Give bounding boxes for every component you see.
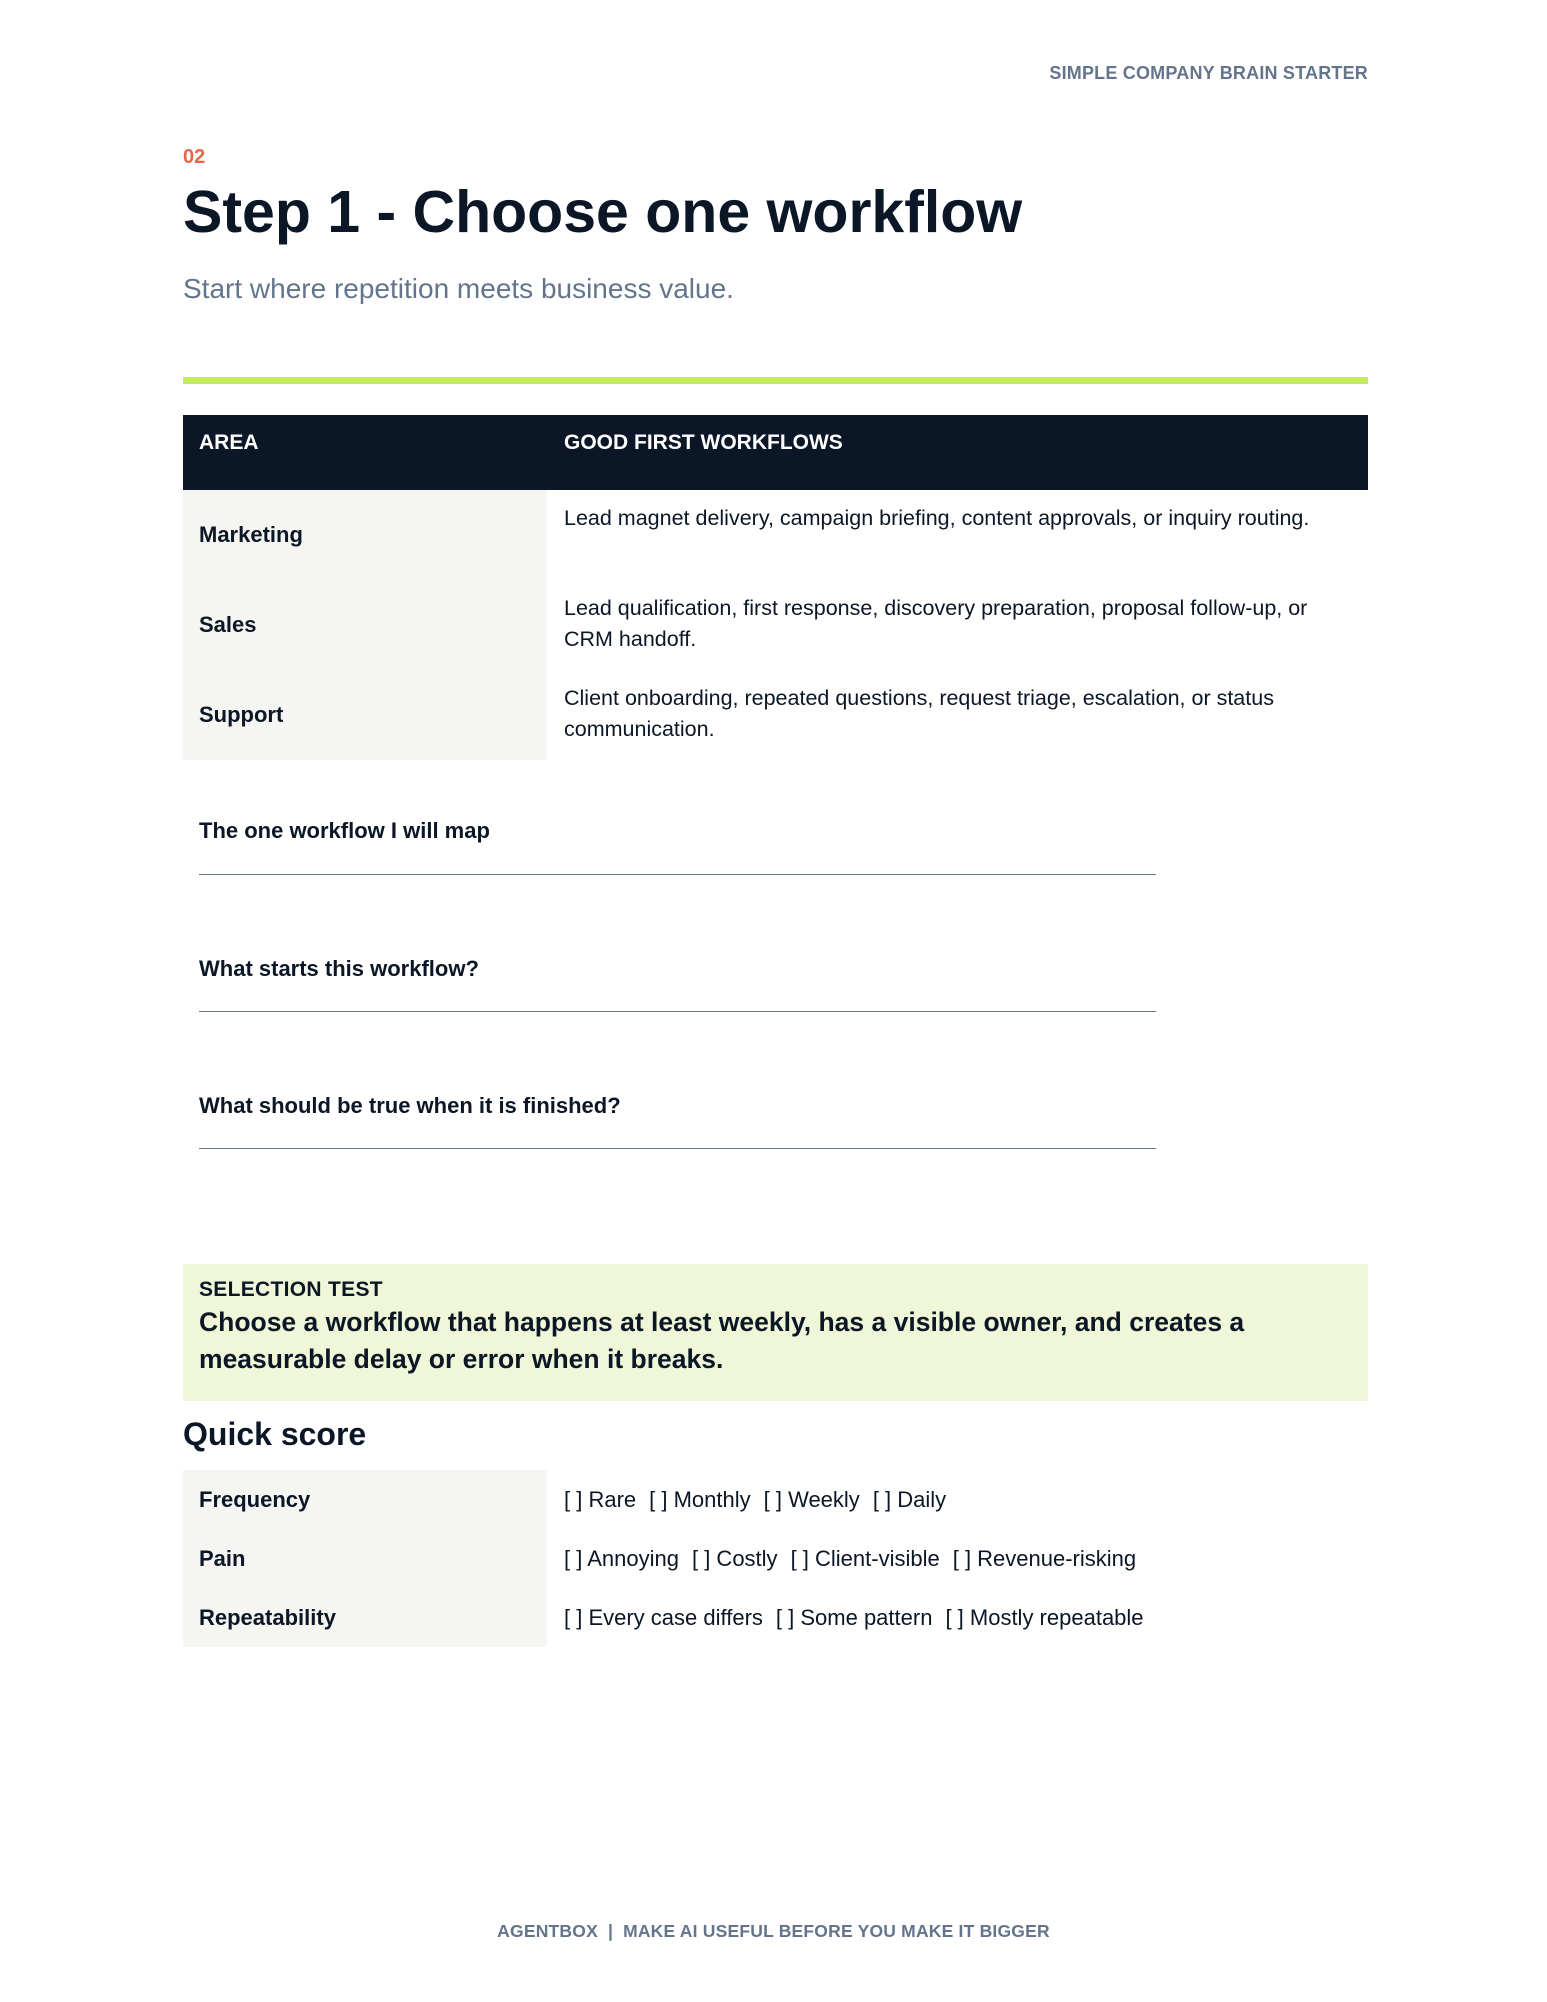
checkbox-option[interactable]: [ ] Annoying bbox=[564, 1545, 679, 1571]
score-options bbox=[547, 1470, 1368, 1529]
running-header: SIMPLE COMPANY BRAIN STARTER bbox=[1049, 63, 1368, 83]
quick-score-heading: Quick score bbox=[183, 1416, 367, 1452]
checkbox-option[interactable]: [ ] Rare bbox=[564, 1486, 637, 1512]
checkbox-option[interactable]: [ ] Mostly repeatable bbox=[945, 1604, 1144, 1630]
selection-test-callout bbox=[183, 1264, 1368, 1401]
checkbox-option[interactable]: [ ] Revenue-risking bbox=[952, 1545, 1137, 1571]
field-label: What starts this workflow? bbox=[199, 956, 479, 981]
checkbox-option[interactable]: [ ] Costly bbox=[691, 1545, 778, 1571]
write-in-line[interactable] bbox=[199, 874, 1156, 875]
checkbox-option[interactable]: [ ] Some pattern bbox=[775, 1604, 933, 1630]
write-in-line[interactable] bbox=[199, 1011, 1156, 1012]
footer-brand: AGENTBOX bbox=[497, 1921, 598, 1941]
score-row-frequency bbox=[183, 1470, 1368, 1529]
table-header-row bbox=[183, 415, 1368, 490]
callout-text: Choose a workflow that happens at least weekly, has a visible owner, and creates a measurable delay or error when it breaks. bbox=[199, 1307, 1245, 1374]
callout-kicker: SELECTION TEST bbox=[199, 1278, 383, 1301]
score-options bbox=[547, 1588, 1368, 1647]
field-label: The one workflow I will map bbox=[199, 818, 490, 843]
field-workflow-to-map bbox=[199, 818, 1156, 844]
checkbox-option[interactable]: [ ] Monthly bbox=[649, 1486, 751, 1512]
column-header-area: AREA bbox=[199, 431, 259, 454]
score-label: Pain bbox=[183, 1529, 547, 1588]
checkbox-option[interactable]: [ ] Daily bbox=[872, 1486, 947, 1512]
area-cell: Support bbox=[183, 670, 547, 760]
page-title: Step 1 - Choose one workflow bbox=[183, 179, 1023, 245]
workflows-cell: Lead qualification, first response, discovery preparation, proposal follow-up, or CRM handoff. bbox=[564, 596, 1308, 651]
workflows-cell: Client onboarding, repeated questions, request triage, escalation, or status communication. bbox=[564, 686, 1274, 741]
score-options bbox=[547, 1529, 1368, 1588]
table-row bbox=[183, 580, 1368, 670]
field-workflow-trigger bbox=[199, 956, 1156, 982]
score-row-repeatability bbox=[183, 1588, 1368, 1647]
area-cell: Marketing bbox=[183, 490, 547, 580]
table-row bbox=[183, 490, 1368, 580]
area-cell: Sales bbox=[183, 580, 547, 670]
field-label: What should be true when it is finished? bbox=[199, 1093, 621, 1118]
accent-divider bbox=[183, 377, 1368, 384]
write-in-line[interactable] bbox=[199, 1148, 1156, 1149]
checkbox-option[interactable]: [ ] Weekly bbox=[763, 1486, 860, 1512]
page-footer bbox=[0, 1921, 1547, 1942]
section-number: 02 bbox=[183, 146, 206, 168]
checkbox-option[interactable]: [ ] Client-visible bbox=[790, 1545, 940, 1571]
quick-score-table bbox=[183, 1470, 1368, 1647]
score-row-pain bbox=[183, 1529, 1368, 1588]
score-label: Frequency bbox=[183, 1470, 547, 1529]
workflow-table bbox=[183, 415, 1368, 760]
workflows-cell: Lead magnet delivery, campaign briefing, content approvals, or inquiry routing. bbox=[564, 506, 1310, 530]
footer-separator: | bbox=[607, 1921, 614, 1941]
table-row bbox=[183, 670, 1368, 760]
field-finished-state bbox=[199, 1093, 1156, 1119]
score-label: Repeatability bbox=[183, 1588, 547, 1647]
checkbox-option[interactable]: [ ] Every case differs bbox=[564, 1604, 763, 1630]
column-header-workflows: GOOD FIRST WORKFLOWS bbox=[564, 431, 843, 454]
page-subtitle: Start where repetition meets business value. bbox=[183, 273, 734, 304]
footer-tagline: MAKE AI USEFUL BEFORE YOU MAKE IT BIGGER bbox=[623, 1921, 1050, 1941]
